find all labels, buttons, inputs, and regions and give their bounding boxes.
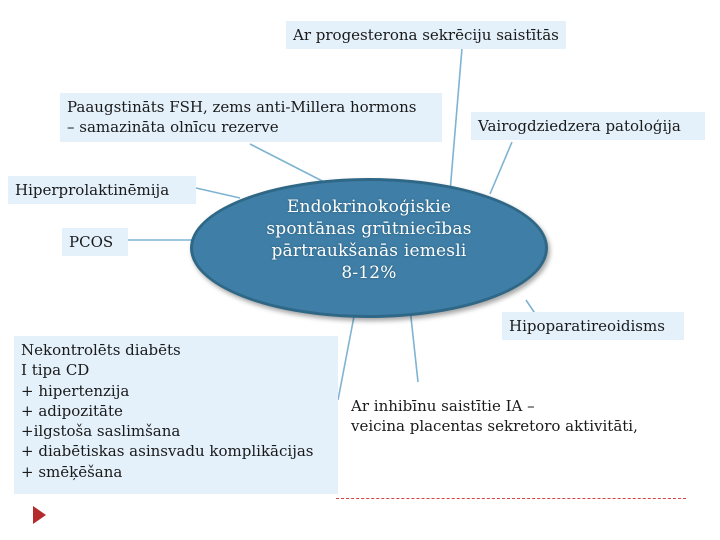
connector-thyroid <box>490 142 512 194</box>
box-progesterone: Ar progesterona sekrēciju saistītās <box>286 21 566 49</box>
box-fsh-amh: Paaugstināts FSH, zems anti-Millera hormons – samazināta olnīcu rezerve <box>60 93 442 142</box>
connector-progesterone <box>450 48 462 192</box>
box-thyroid: Vairogdziedzera patoloģija <box>471 112 705 140</box>
play-arrow-icon[interactable] <box>33 506 46 524</box>
box-hypoparathyroidism: Hipoparatireoidisms <box>502 312 684 340</box>
center-label: Endokrinokoģiskie spontānas grūtniecības pārtraukšanās iemesli 8-12% <box>266 197 472 284</box>
box-pcos: PCOS <box>62 228 128 256</box>
connector-inhibin <box>410 308 418 382</box>
dashed-divider <box>336 498 686 499</box>
box-inhibin: Ar inhibīnu saistītie IA – veicina placentas sekretoro aktivitāti, <box>351 397 638 436</box>
box-hyperprolactinemia: Hiperprolaktinēmija <box>8 176 196 204</box>
box-diabetes: Nekontrolēts diabēts I tipa CD + hipertenzija + adipozitāte +ilgstoša saslimšana + diabētiskas asinsvadu komplikācijas + smēķēšana <box>14 336 338 494</box>
connector-diabetes <box>338 306 356 400</box>
